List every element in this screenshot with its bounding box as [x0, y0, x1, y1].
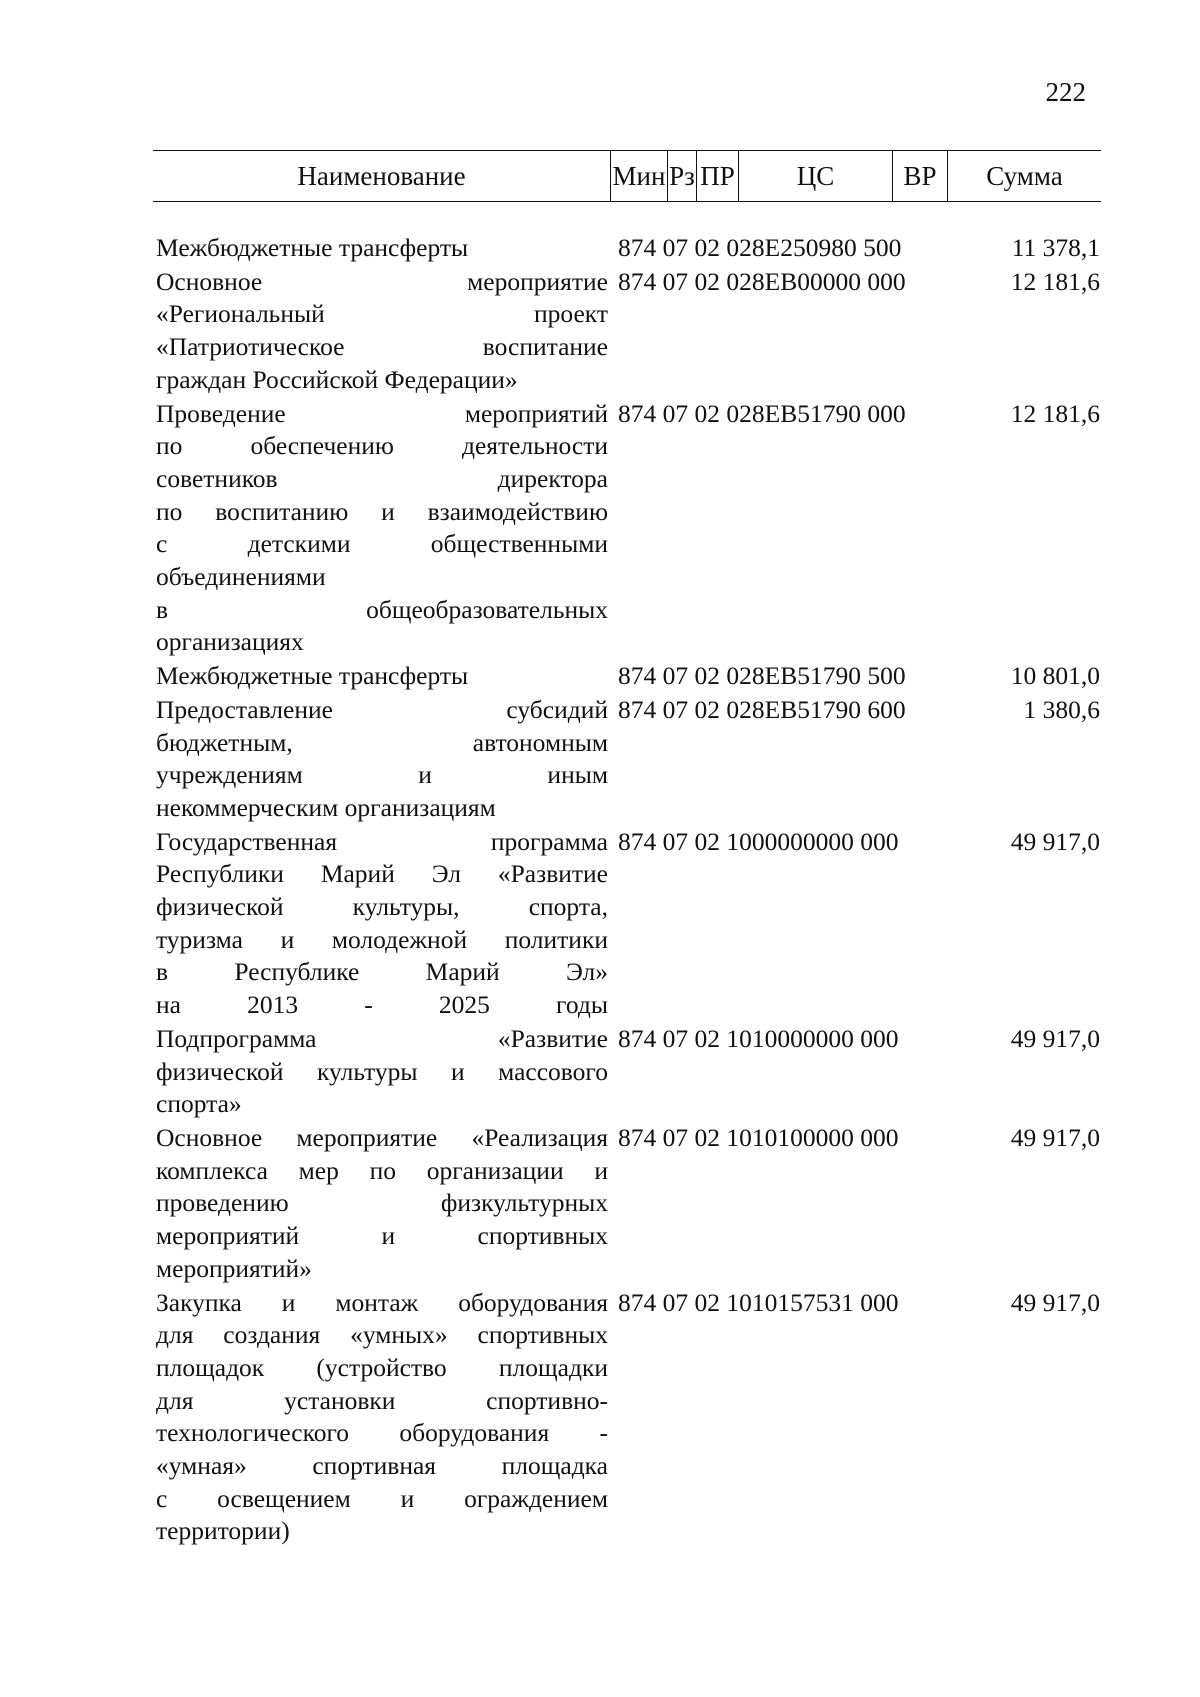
row-codes: 874 07 02 1010157531 000	[618, 1287, 899, 1317]
row-name-line: в Республике Марий Эл»	[156, 957, 608, 987]
row-name-line: Основное мероприятие «Реализация	[156, 1122, 608, 1152]
row-name	[156, 398, 608, 660]
row-sum: 49 917,0	[1010, 1122, 1100, 1152]
column-header-min: Мин	[610, 151, 667, 201]
row-codes: 874 07 02 028EB00000 000	[618, 266, 906, 296]
row-name-line: с освещением и ограждением	[156, 1483, 608, 1513]
table-row	[0, 232, 1200, 265]
table-row	[0, 1023, 1200, 1121]
column-header-name: Наименование	[297, 160, 466, 191]
row-codes: 874 07 02 1010000000 000	[618, 1023, 899, 1053]
row-name-line: мероприятий и спортивных	[156, 1221, 608, 1251]
row-name-line: комплекса мер по организации и	[156, 1155, 608, 1185]
row-codes: 874 07 02 028EB51790 000	[618, 398, 906, 428]
column-header-pr: ПР	[696, 151, 738, 201]
row-name-line: спорта»	[156, 1089, 242, 1119]
row-name	[156, 826, 608, 1022]
row-codes: 874 07 02 1000000000 000	[618, 826, 899, 856]
row-name	[156, 694, 608, 825]
row-name-line: советников директора	[156, 463, 608, 493]
table-body	[0, 232, 1200, 1549]
row-name-line: «Региональный проект	[156, 299, 608, 329]
column-header-vr: ВР	[892, 151, 947, 201]
row-name-line: по воспитанию и взаимодействию	[156, 496, 608, 526]
row-sum: 12 181,6	[1010, 266, 1100, 296]
column-header-rz: Рз	[667, 151, 696, 201]
row-sum: 49 917,0	[1010, 1023, 1100, 1053]
row-name-line: организациях	[156, 627, 304, 657]
row-codes: 874 07 02 028EB51790 500	[618, 661, 906, 691]
row-name	[156, 1287, 608, 1549]
row-name-line: физической культуры и массового	[156, 1056, 608, 1086]
row-name	[156, 1122, 608, 1286]
row-name-line: Межбюджетные трансферты	[156, 233, 469, 262]
row-sum: 12 181,6	[1010, 398, 1100, 428]
row-name-line: для установки спортивно-	[156, 1385, 608, 1415]
row-name-line: граждан Российской Федерации»	[156, 364, 518, 394]
row-name-line: учреждениям и иным	[156, 760, 608, 790]
table-row	[0, 826, 1200, 1022]
row-name-line: в общеобразовательных	[156, 594, 608, 624]
row-name	[156, 232, 608, 265]
table-row	[0, 660, 1200, 693]
row-sum: 11 378,1	[1011, 233, 1100, 262]
table-row	[0, 1122, 1200, 1286]
row-name-line: туризма и молодежной политики	[156, 924, 608, 954]
row-sum: 1 380,6	[1023, 694, 1100, 724]
table-row	[0, 1287, 1200, 1549]
row-name-line: площадок (устройство площадки	[156, 1352, 608, 1382]
row-name-line: для создания «умных» спортивных	[156, 1320, 608, 1350]
row-name-line: технологического оборудования -	[156, 1418, 608, 1448]
row-name-line: физической культуры, спорта,	[156, 892, 608, 922]
row-name-line: Межбюджетные трансферты	[156, 661, 469, 691]
row-name-line: по обеспечению деятельности	[156, 431, 608, 461]
row-name-line: «Патриотическое воспитание	[156, 332, 608, 362]
row-name-line: «умная» спортивная площадка	[156, 1451, 608, 1481]
row-name-line: Предоставление субсидий	[156, 694, 608, 724]
table-row	[0, 266, 1200, 397]
column-header-cs: ЦС	[738, 151, 892, 201]
row-name-line: территории)	[156, 1516, 290, 1546]
row-name-line: проведению физкультурных	[156, 1188, 608, 1218]
row-codes: 874 07 02 028EB51790 600	[618, 694, 906, 724]
row-name-line: Основное мероприятие	[156, 266, 608, 296]
row-name-line: Проведение мероприятий	[156, 398, 608, 428]
row-name-line: бюджетным, автономным	[156, 727, 608, 757]
row-sum: 49 917,0	[1010, 826, 1100, 856]
column-header-sum: Сумма	[947, 151, 1101, 201]
row-sum: 10 801,0	[1010, 661, 1100, 691]
row-sum: 49 917,0	[1010, 1287, 1100, 1317]
row-name-line: Государственная программа	[156, 826, 608, 856]
row-name-line: некоммерческим организациям	[156, 792, 496, 822]
row-codes: 874 07 02 028E250980 500	[618, 233, 902, 262]
table-header	[153, 150, 1101, 202]
page-number: 222	[1045, 77, 1086, 107]
row-name-line: с детскими общественными	[156, 529, 608, 559]
row-name-line: Подпрограмма «Развитие	[156, 1023, 608, 1053]
row-name-line: Республики Марий Эл «Развитие	[156, 859, 608, 889]
row-name	[156, 266, 608, 397]
row-name-line: Закупка и монтаж оборудования	[156, 1287, 608, 1317]
table-row	[0, 398, 1200, 660]
row-codes: 874 07 02 1010100000 000	[618, 1122, 899, 1152]
row-name	[156, 1023, 608, 1121]
row-name	[156, 660, 608, 693]
row-name-line: на 2013 - 2025 годы	[156, 990, 608, 1020]
row-name-line: мероприятий»	[156, 1253, 312, 1283]
table-row	[0, 694, 1200, 825]
row-name-line: объединениями	[156, 562, 326, 592]
